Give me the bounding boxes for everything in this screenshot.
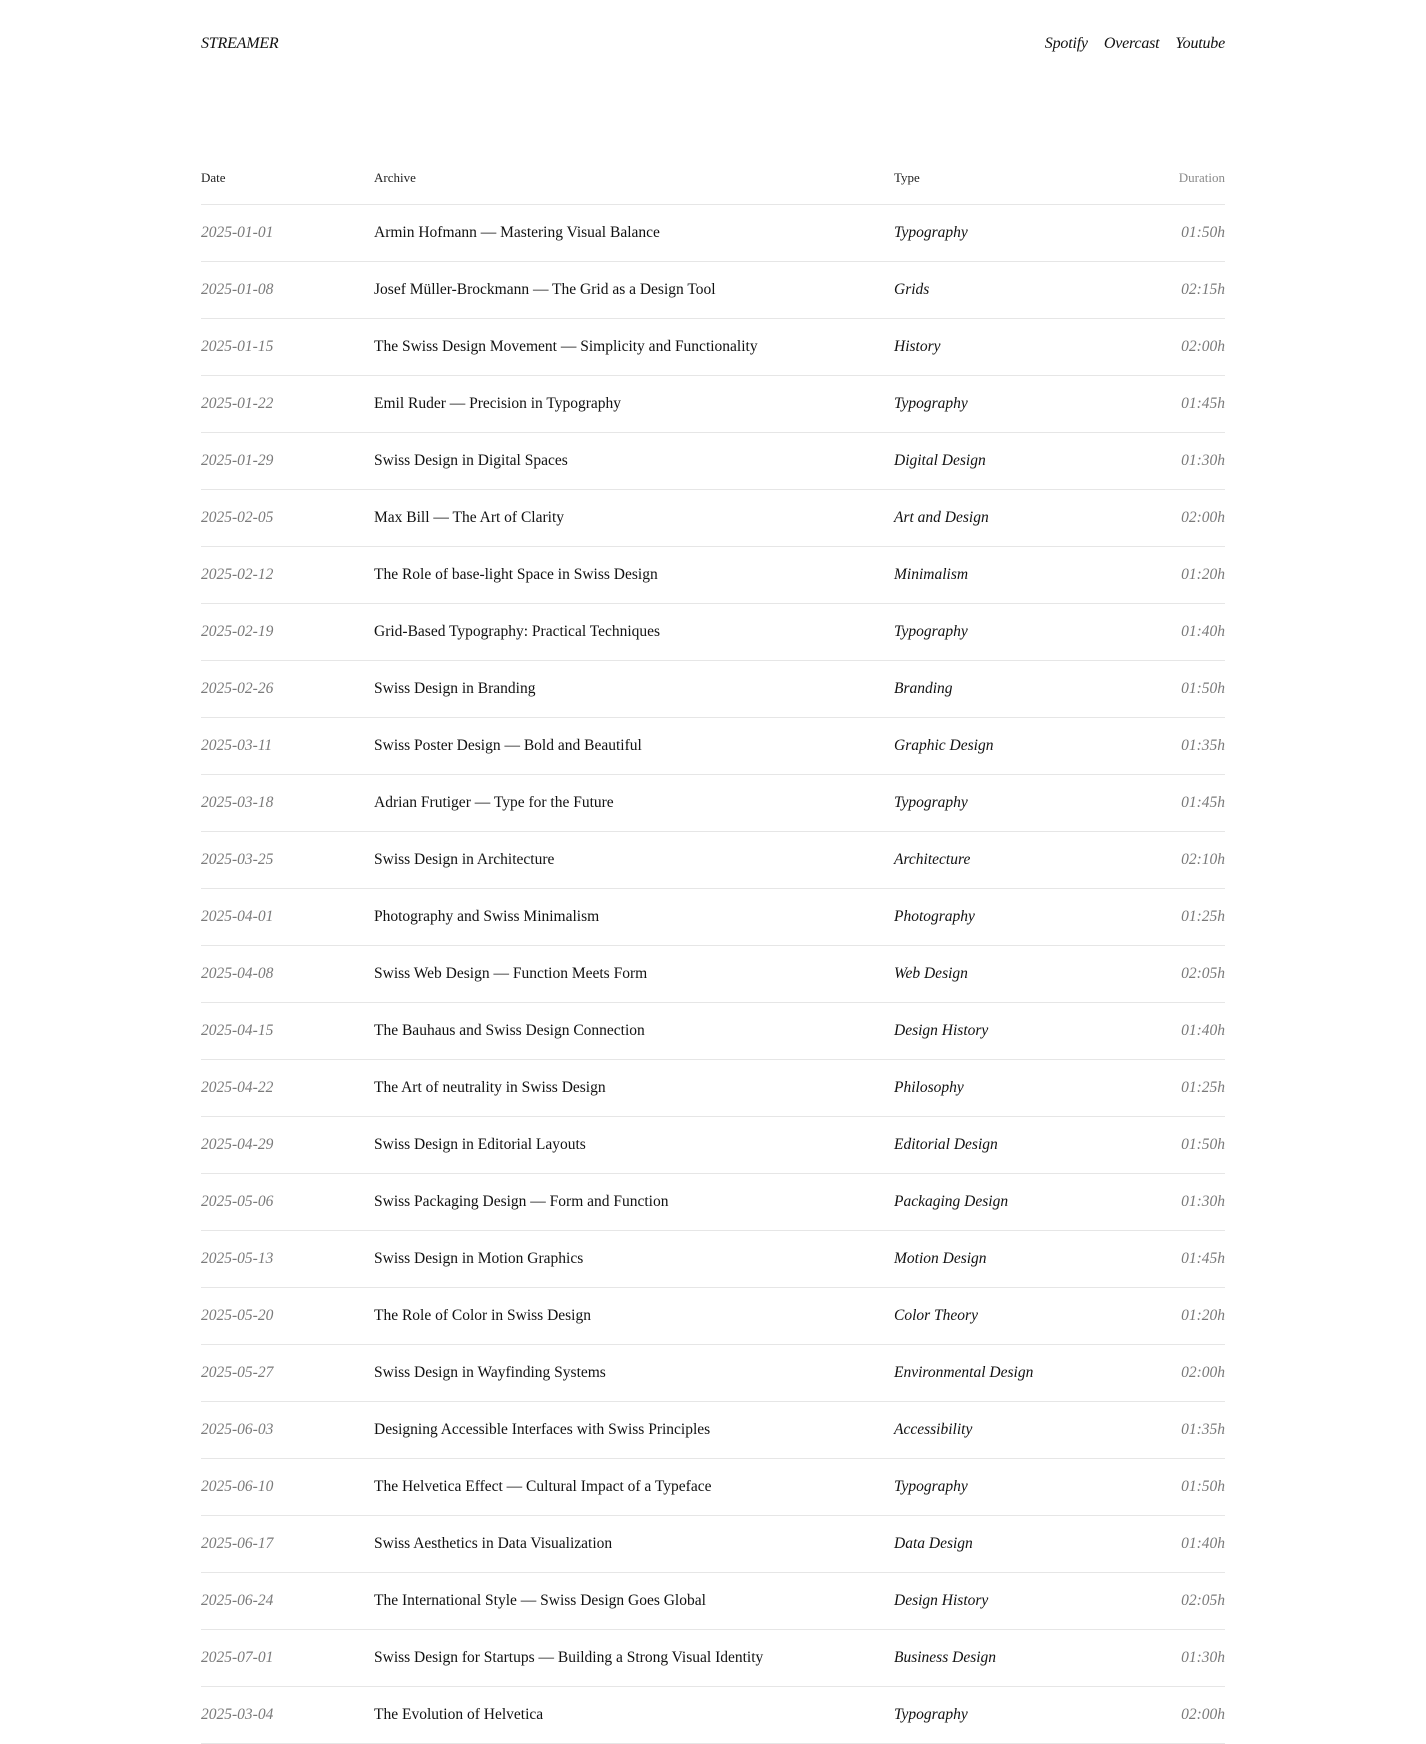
nav-link-overcast[interactable]: Overcast xyxy=(1103,35,1160,52)
row-type: Motion Design xyxy=(894,1250,987,1267)
row-duration: 01:25h xyxy=(1181,908,1225,925)
row-title: Swiss Design in Motion Graphics xyxy=(374,1250,584,1267)
table-row[interactable] xyxy=(201,1060,1225,1117)
row-duration: 01:50h xyxy=(1181,1136,1225,1153)
table-row[interactable] xyxy=(201,661,1225,718)
row-title: Swiss Design for Startups — Building a Strong Visual Identity xyxy=(374,1649,764,1666)
row-duration: 02:05h xyxy=(1181,1592,1225,1609)
table-body xyxy=(201,205,1225,1744)
row-duration: 02:00h xyxy=(1181,509,1225,526)
row-date: 2025-01-01 xyxy=(201,224,274,241)
row-type: Color Theory xyxy=(894,1307,978,1324)
row-type: Digital Design xyxy=(894,452,986,469)
table-row[interactable] xyxy=(201,1345,1225,1402)
row-type: Design History xyxy=(894,1022,989,1039)
row-date: 2025-06-10 xyxy=(201,1478,274,1495)
row-duration: 02:00h xyxy=(1181,338,1225,355)
table-row[interactable] xyxy=(201,1573,1225,1630)
row-date: 2025-06-24 xyxy=(201,1592,274,1609)
row-title: The Role of base-light Space in Swiss Design xyxy=(374,566,658,583)
row-date: 2025-05-06 xyxy=(201,1193,274,1210)
row-title: Swiss Design in Branding xyxy=(374,680,536,697)
row-type: Architecture xyxy=(894,851,971,868)
table-row[interactable] xyxy=(201,319,1225,376)
row-title: The Art of neutrality in Swiss Design xyxy=(374,1079,606,1096)
table-row[interactable] xyxy=(201,1630,1225,1687)
column-header-date: Date xyxy=(201,170,226,185)
row-date: 2025-02-05 xyxy=(201,509,274,526)
row-duration: 01:50h xyxy=(1181,680,1225,697)
table-row[interactable] xyxy=(201,490,1225,547)
row-duration: 01:40h xyxy=(1181,623,1225,640)
row-type: Business Design xyxy=(894,1649,997,1666)
table-row[interactable] xyxy=(201,832,1225,889)
table-row[interactable] xyxy=(201,1516,1225,1573)
row-date: 2025-05-20 xyxy=(201,1307,274,1324)
row-type: Packaging Design xyxy=(894,1193,1009,1210)
row-type: Grids xyxy=(894,281,930,298)
row-title: Designing Accessible Interfaces with Swiss Principles xyxy=(374,1421,711,1438)
row-title: Armin Hofmann — Mastering Visual Balance xyxy=(374,224,660,241)
row-duration: 02:15h xyxy=(1181,281,1225,298)
row-duration: 01:45h xyxy=(1181,1250,1225,1267)
row-date: 2025-03-18 xyxy=(201,794,274,811)
row-type: Accessibility xyxy=(894,1421,973,1438)
row-type: Typography xyxy=(894,224,968,241)
table-row[interactable] xyxy=(201,1687,1225,1744)
column-header-type: Type xyxy=(894,170,920,185)
row-duration: 01:25h xyxy=(1181,1079,1225,1096)
row-date: 2025-02-12 xyxy=(201,566,274,583)
row-title: Josef Müller-Brockmann — The Grid as a Design Tool xyxy=(374,281,716,298)
row-title: The Evolution of Helvetica xyxy=(374,1706,544,1723)
row-date: 2025-02-26 xyxy=(201,680,274,697)
row-type: Editorial Design xyxy=(894,1136,998,1153)
row-duration: 01:35h xyxy=(1181,1421,1225,1438)
table-row[interactable] xyxy=(201,1174,1225,1231)
column-header-archive: Archive xyxy=(374,170,416,185)
row-type: Graphic Design xyxy=(894,737,994,754)
row-type: Typography xyxy=(894,794,968,811)
row-date: 2025-01-29 xyxy=(201,452,274,469)
nav-links xyxy=(1045,35,1225,53)
row-duration: 01:40h xyxy=(1181,1535,1225,1552)
row-title: Swiss Web Design — Function Meets Form xyxy=(374,965,648,982)
row-duration: 02:00h xyxy=(1181,1706,1225,1723)
row-title: Max Bill — The Art of Clarity xyxy=(374,509,565,526)
row-date: 2025-03-11 xyxy=(201,737,273,754)
row-title: Swiss Design in Digital Spaces xyxy=(374,452,568,469)
row-duration: 02:00h xyxy=(1181,1364,1225,1381)
row-title: Swiss Design in Editorial Layouts xyxy=(374,1136,586,1153)
row-type: History xyxy=(894,338,941,355)
table-row[interactable] xyxy=(201,946,1225,1003)
row-duration: 02:10h xyxy=(1181,851,1225,868)
site-header xyxy=(201,32,1225,56)
row-type: Minimalism xyxy=(894,566,969,583)
nav-link-spotify[interactable]: Spotify xyxy=(1044,35,1088,52)
row-date: 2025-03-25 xyxy=(201,851,274,868)
row-type: Philosophy xyxy=(894,1079,964,1096)
row-duration: 01:30h xyxy=(1181,1649,1225,1666)
row-date: 2025-07-01 xyxy=(201,1649,274,1666)
row-date: 2025-06-03 xyxy=(201,1421,274,1438)
table-header xyxy=(201,164,1225,205)
row-title: Swiss Aesthetics in Data Visualization xyxy=(374,1535,613,1552)
row-duration: 01:35h xyxy=(1181,737,1225,754)
row-title: Photography and Swiss Minimalism xyxy=(374,908,600,925)
row-duration: 01:45h xyxy=(1181,794,1225,811)
row-title: Adrian Frutiger — Type for the Future xyxy=(374,794,614,811)
row-type: Photography xyxy=(894,908,975,925)
row-duration: 01:20h xyxy=(1181,1307,1225,1324)
row-date: 2025-03-04 xyxy=(201,1706,274,1723)
row-date: 2025-04-15 xyxy=(201,1022,274,1039)
row-duration: 02:05h xyxy=(1181,965,1225,982)
row-date: 2025-04-22 xyxy=(201,1079,274,1096)
row-date: 2025-04-29 xyxy=(201,1136,274,1153)
row-date: 2025-04-01 xyxy=(201,908,274,925)
row-title: The International Style — Swiss Design Goes Global xyxy=(374,1592,706,1609)
row-type: Data Design xyxy=(894,1535,973,1552)
table-row[interactable] xyxy=(201,376,1225,433)
table-row[interactable] xyxy=(201,889,1225,946)
row-type: Environmental Design xyxy=(894,1364,1034,1381)
row-duration: 01:30h xyxy=(1181,452,1225,469)
row-title: The Helvetica Effect — Cultural Impact of a Typeface xyxy=(374,1478,712,1495)
row-date: 2025-06-17 xyxy=(201,1535,274,1552)
row-type: Typography xyxy=(894,1706,968,1723)
table-row[interactable] xyxy=(201,1288,1225,1345)
archive-table xyxy=(201,164,1225,1744)
nav-link-youtube[interactable]: Youtube xyxy=(1175,35,1225,52)
table-row[interactable] xyxy=(201,1402,1225,1459)
row-duration: 01:45h xyxy=(1181,395,1225,412)
row-date: 2025-01-15 xyxy=(201,338,274,355)
row-date: 2025-01-08 xyxy=(201,281,274,298)
table-row[interactable] xyxy=(201,433,1225,490)
row-date: 2025-02-19 xyxy=(201,623,274,640)
row-title: Swiss Design in Architecture xyxy=(374,851,555,868)
table-row[interactable] xyxy=(201,1231,1225,1288)
row-type: Typography xyxy=(894,395,968,412)
table-row[interactable] xyxy=(201,604,1225,661)
table-row[interactable] xyxy=(201,262,1225,319)
row-type: Branding xyxy=(894,680,953,697)
row-type: Typography xyxy=(894,1478,968,1495)
row-duration: 01:50h xyxy=(1181,224,1225,241)
row-duration: 01:50h xyxy=(1181,1478,1225,1495)
row-title: The Swiss Design Movement — Simplicity and Functionality xyxy=(374,338,758,355)
table-row[interactable] xyxy=(201,1117,1225,1174)
row-type: Typography xyxy=(894,623,968,640)
row-type: Web Design xyxy=(894,965,968,982)
table-row[interactable] xyxy=(201,1459,1225,1516)
table-row[interactable] xyxy=(201,775,1225,832)
row-title: Grid-Based Typography: Practical Techniques xyxy=(374,623,661,640)
row-title: Swiss Poster Design — Bold and Beautiful xyxy=(374,737,642,754)
row-date: 2025-05-27 xyxy=(201,1364,274,1381)
table-row[interactable] xyxy=(201,205,1225,262)
table-row[interactable] xyxy=(201,1003,1225,1060)
row-title: Emil Ruder — Precision in Typography xyxy=(374,395,622,412)
row-date: 2025-01-22 xyxy=(201,395,274,412)
brand-logo[interactable]: STREAMER xyxy=(201,35,279,52)
row-duration: 01:30h xyxy=(1181,1193,1225,1210)
row-title: The Bauhaus and Swiss Design Connection xyxy=(374,1022,645,1039)
row-date: 2025-04-08 xyxy=(201,965,274,982)
row-date: 2025-05-13 xyxy=(201,1250,274,1267)
row-title: Swiss Design in Wayfinding Systems xyxy=(374,1364,606,1381)
row-type: Art and Design xyxy=(894,509,989,526)
row-title: Swiss Packaging Design — Form and Function xyxy=(374,1193,669,1210)
table-row[interactable] xyxy=(201,547,1225,604)
row-duration: 01:40h xyxy=(1181,1022,1225,1039)
row-type: Design History xyxy=(894,1592,989,1609)
column-header-duration: Duration xyxy=(1178,170,1225,185)
row-duration: 01:20h xyxy=(1181,566,1225,583)
row-title: The Role of Color in Swiss Design xyxy=(374,1307,591,1324)
table-row[interactable] xyxy=(201,718,1225,775)
